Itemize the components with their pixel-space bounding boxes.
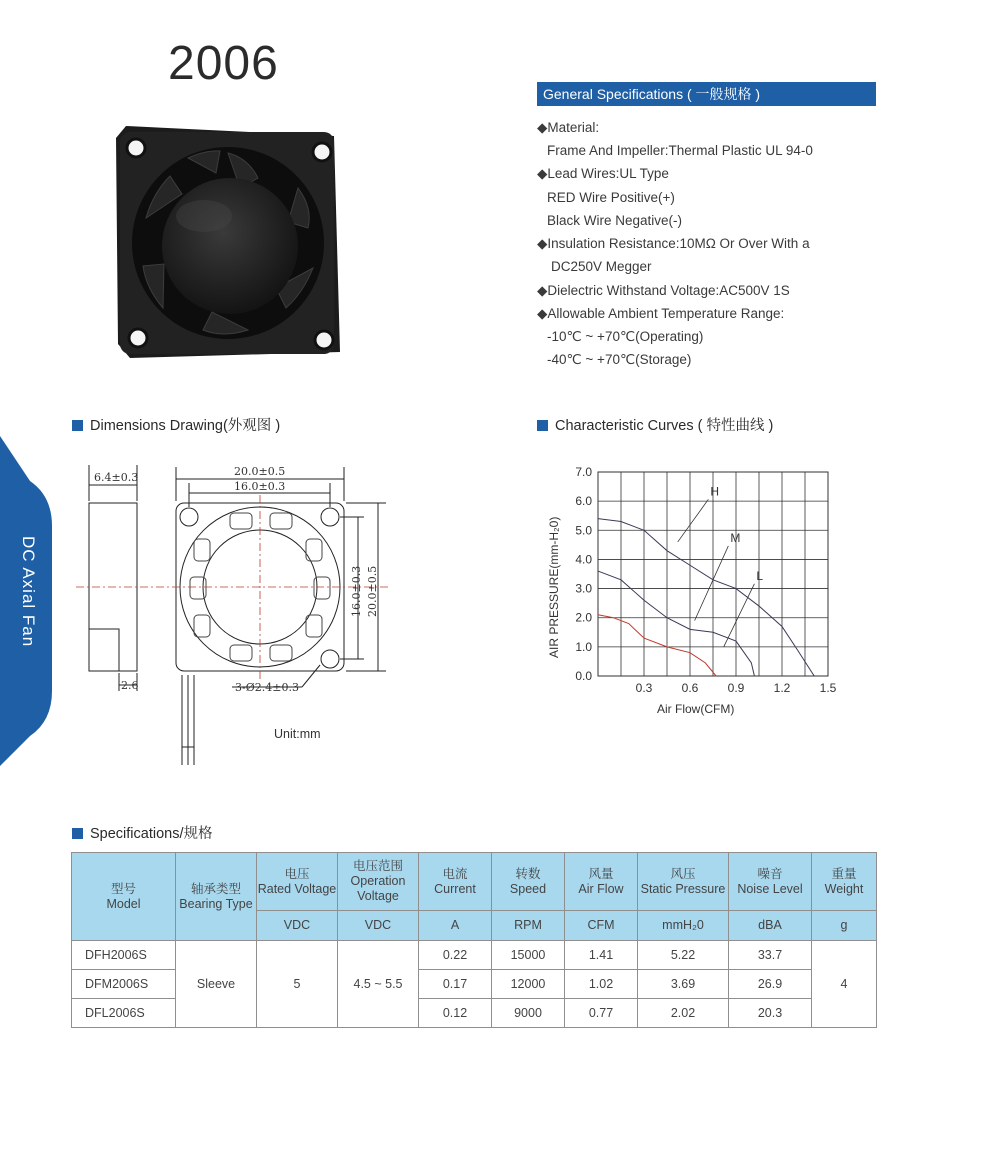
- speed-cell: 9000: [492, 999, 565, 1028]
- unit-cell: g: [812, 911, 877, 941]
- unit-cell: VDC: [338, 911, 419, 941]
- bearing-cell: Sleeve: [176, 941, 257, 1028]
- series-label-m: M: [730, 530, 741, 545]
- current-cell: 0.22: [419, 941, 492, 970]
- dim-outer-width: 20.0±0.5: [234, 465, 286, 478]
- y-tick-label: 1.0: [575, 639, 592, 654]
- spec-line: -40℃ ~ +70℃(Storage): [547, 352, 692, 367]
- pressure-cell: 5.22: [638, 941, 729, 970]
- model-cell: DFM2006S: [72, 970, 176, 999]
- spec-line: -10℃ ~ +70℃(Operating): [547, 329, 704, 344]
- col-rated-voltage: 电压 Rated Voltage: [257, 853, 338, 911]
- col-weight: 重量 Weight: [812, 853, 877, 911]
- dim-hole-pitch: 16.0±0.3: [234, 480, 286, 493]
- airflow-cell: 0.77: [565, 999, 638, 1028]
- speed-cell: 15000: [492, 941, 565, 970]
- spec-line: ◆Dielectric Withstand Voltage:AC500V 1S: [537, 283, 790, 298]
- series-line-l: [598, 615, 716, 676]
- chart-xlabel: Air Flow(CFM): [657, 702, 735, 716]
- col-speed: 转数 Speed: [492, 853, 565, 911]
- spec-line: ◆Material:: [537, 120, 600, 135]
- airflow-cell: 1.02: [565, 970, 638, 999]
- y-tick-label: 3.0: [575, 581, 592, 596]
- spec-line: DC250V Megger: [551, 259, 652, 274]
- specs-heading: [72, 822, 213, 843]
- dimension-drawing: [70, 455, 400, 775]
- specs-table: [71, 852, 877, 1028]
- x-tick-label: 1.5: [819, 681, 837, 695]
- weight-cell: 4: [812, 941, 877, 1028]
- y-tick-label: 4.0: [575, 552, 592, 567]
- pressure-cell: 2.02: [638, 999, 729, 1028]
- x-tick-label: 1.2: [773, 681, 791, 695]
- y-tick-label: 7.0: [575, 465, 592, 479]
- col-airflow: 风量 Air Flow: [565, 853, 638, 911]
- dim-holes: 3-Ø2.4±0.3: [235, 681, 299, 694]
- heading-marker-icon: [72, 828, 83, 839]
- x-tick-label: 0.3: [635, 681, 653, 695]
- general-specs-title: General Specifications ( 一般规格 ): [537, 82, 876, 106]
- speed-cell: 12000: [492, 970, 565, 999]
- chart-ylabel: AIR PRESSURE(mm-H₂0): [547, 516, 561, 658]
- rated-voltage-cell: 5: [257, 941, 338, 1028]
- unit-cell: dBA: [729, 911, 812, 941]
- unit-label: Unit:mm: [274, 727, 321, 741]
- specs-heading-text: Specifications/规格: [90, 826, 213, 842]
- noise-cell: 26.9: [729, 970, 812, 999]
- heading-marker-icon: [537, 420, 548, 431]
- y-tick-label: 5.0: [575, 523, 592, 538]
- y-tick-label: 0.0: [575, 669, 592, 683]
- x-tick-label: 0.9: [727, 681, 745, 695]
- model-cell: DFH2006S: [72, 941, 176, 970]
- spec-line: Frame And Impeller:Thermal Plastic UL 94-0: [547, 143, 813, 158]
- col-noise: 噪音 Noise Level: [729, 853, 812, 911]
- side-tab-label: DC Axial Fan: [19, 536, 38, 648]
- airflow-cell: 1.41: [565, 941, 638, 970]
- dim-thickness: 6.4±0.3: [94, 471, 139, 484]
- series-label-l: L: [756, 568, 764, 583]
- col-operation-voltage: 电压范围 Operation Voltage: [338, 853, 419, 911]
- dim-flange: 2.6: [121, 679, 139, 692]
- series-pointer: [724, 584, 755, 647]
- series-pointer: [678, 499, 709, 542]
- y-tick-label: 6.0: [575, 494, 592, 509]
- dim-outer-height: 20.0±0.5: [366, 565, 379, 617]
- current-cell: 0.12: [419, 999, 492, 1028]
- x-tick-label: 0.6: [681, 681, 699, 695]
- chart-ticks: [575, 465, 836, 695]
- model-title: 2006: [168, 37, 279, 90]
- mount-hole: [321, 650, 339, 668]
- spec-line: ◆Allowable Ambient Temperature Range:: [537, 306, 785, 321]
- operation-voltage-cell: 4.5 ~ 5.5: [338, 941, 419, 1028]
- characteristic-chart: [540, 458, 840, 722]
- heading-marker-icon: [72, 420, 83, 431]
- spec-line: Black Wire Negative(-): [547, 213, 683, 228]
- table-row: [72, 941, 877, 970]
- dimensions-heading-text: Dimensions Drawing(外观图 ): [90, 418, 281, 434]
- spec-line: RED Wire Positive(+): [547, 190, 675, 205]
- current-cell: 0.17: [419, 970, 492, 999]
- fan-photo: [108, 118, 348, 364]
- unit-cell: RPM: [492, 911, 565, 941]
- unit-cell: VDC: [257, 911, 338, 941]
- unit-cell: CFM: [565, 911, 638, 941]
- col-bearing: 轴承类型 Bearing Type: [176, 853, 257, 941]
- chart-heading: [537, 414, 773, 435]
- model-cell: DFL2006S: [72, 999, 176, 1028]
- col-current: 电流 Current: [419, 853, 492, 911]
- noise-cell: 20.3: [729, 999, 812, 1028]
- unit-cell: A: [419, 911, 492, 941]
- dim-hole-pitch-vertical: 16.0±0.3: [350, 565, 363, 617]
- col-model: 型号 Model: [72, 853, 176, 941]
- y-tick-label: 2.0: [575, 610, 592, 625]
- unit-cell: mmH₂0: [638, 911, 729, 941]
- spec-line: ◆Insulation Resistance:10MΩ Or Over With a: [537, 236, 810, 251]
- spec-line: ◆Lead Wires:UL Type: [537, 166, 669, 181]
- chart-grid: [598, 472, 828, 676]
- series-label-h: H: [710, 484, 720, 499]
- dimensions-heading: [72, 414, 280, 435]
- chart-heading-text: Characteristic Curves ( 特性曲线 ): [555, 418, 774, 434]
- mount-hole: [180, 508, 198, 526]
- col-pressure: 风压 Static Pressure: [638, 853, 729, 911]
- fan-hub: [162, 178, 298, 314]
- noise-cell: 33.7: [729, 941, 812, 970]
- mount-hole: [321, 508, 339, 526]
- pressure-cell: 3.69: [638, 970, 729, 999]
